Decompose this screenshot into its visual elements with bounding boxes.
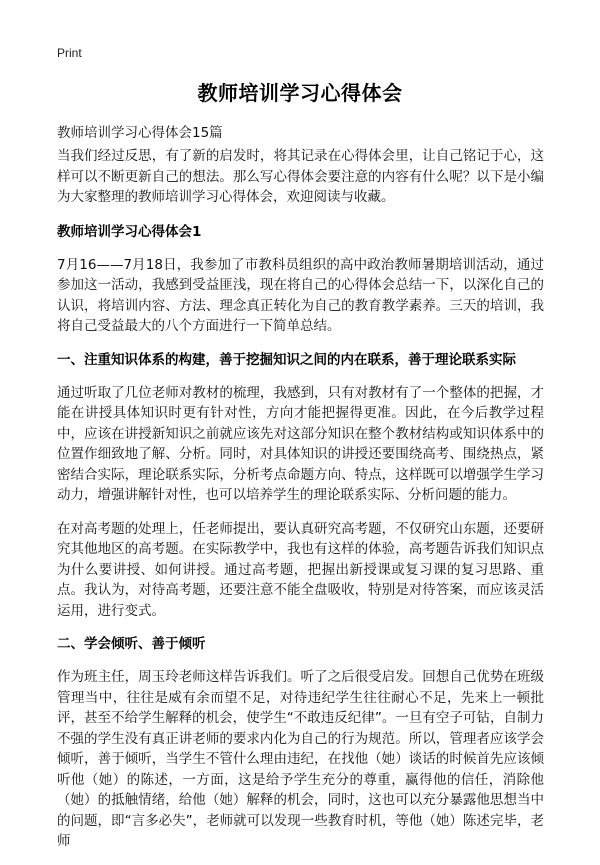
intro-paragraph: 当我们经过反思，有了新的启发时，将其记录在心得体会里，让自己铭记于心，这样可以不断更新自己的想法。那么写心得体会要注意的内容有什么呢？以下是小编为大家整理的教师培训学习心得体会，欢迎阅读与收藏。 xyxy=(57,148,544,205)
print-link[interactable]: Print xyxy=(57,46,82,60)
body-paragraph: 通过听取了几位老师对教材的梳理，我感到，只有对教材有了一个整体的把握，才能在讲授具体知识时更有针对性，方向才能把握得更准。因此，在今后教学过程中，应该在讲授新知识之前就应该先对这部分知识在整个教材结构或知识体系中的位置作细致地了解、分析。同时，对具体知识的讲授还要围绕高考、围绕热点，紧密结合实际，理论联系实际，分析考点命题方向、特点，这样既可以增强学生学习动力，增强讲解针对性，也可以培养学生的理论联系实际、分析问题的能力。 xyxy=(57,384,544,503)
page-title: 教师培训学习心得体会 xyxy=(197,81,403,105)
page-subtitle: 教师培训学习心得体会15篇 xyxy=(57,125,223,141)
section-heading: 一、注重知识体系的构建，善于挖掘知识之间的内在联系，善于理论联系实际 xyxy=(57,351,516,368)
body-paragraph: 7月16——7月18日，我参加了市教科员组织的高中政治教师暑期培训活动，通过参加这一活动，我感到受益匪浅，现在将自己的心得体会总结一下，以深化自己的认识，将培训内容、方法、理念真正转化为自己的教育教学素养。三天的培训，我将自己受益最大的八个方面进行一下简单总结。 xyxy=(57,256,544,334)
article-body xyxy=(57,146,544,865)
body-paragraph: 在对高考题的处理上，任老师提出，要认真研究高考题，不仅研究山东题，还要研究其他地区的高考题。在实际教学中，我也有这样的体验，高考题告诉我们知识点为什么要讲授、如何讲授。通过高考题，把握出新授课或复习课的复习思路、重点。我认为，对待高考题，还要注意不能全盘吸收，特别是对待答案，而应该灵活运用，进行变式。 xyxy=(57,520,544,619)
section-heading: 教师培训学习心得体会1 xyxy=(57,223,202,240)
body-paragraph: 作为班主任，周玉玲老师这样告诉我们。听了之后很受启发。回想自己优势在班级管理当中，往往是威有余而望不足，对待违纪学生往往耐心不足，先来上一顿批评，甚至不给学生解释的机会，使学生“不敢违反纪律”。一旦有空子可钻，自制力不强的学生没有真正讲老师的要求内化为自己的行为规范。所以，管理者应该学会倾听，善于倾听，当学生不管什么理由违纪，在找他（她）谈话的时候首先应该倾听他（她）的陈述，一方面，这是给予学生充分的尊重，赢得他的信任，消除他（她）的抵触情绪，给他（她）解释的机会，同时，这也可以充分暴露他思想当中的问题，即“言多必失”，老师就可以发现一些教育时机，等他（她）陈述完毕，老师 xyxy=(57,669,544,849)
section-heading: 二、学会倾听、善于倾听 xyxy=(57,636,206,652)
